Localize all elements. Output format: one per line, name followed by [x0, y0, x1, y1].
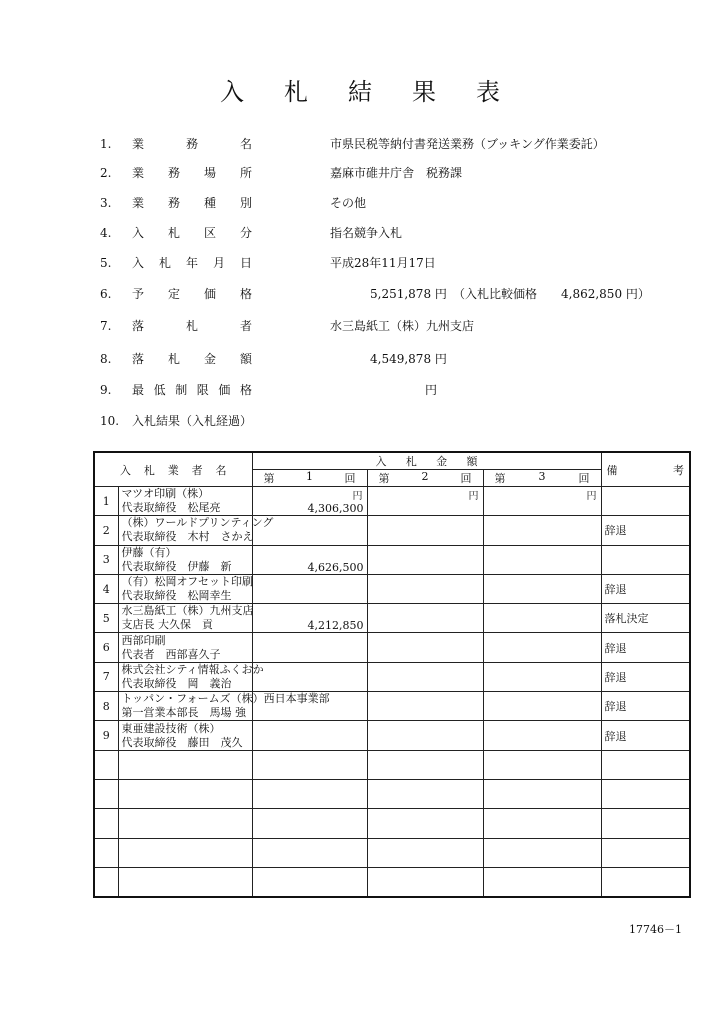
table-row [94, 633, 690, 662]
table-row [94, 809, 690, 838]
amount-round-1 [252, 838, 367, 867]
bidder-name [118, 692, 330, 721]
item-row [100, 134, 700, 154]
company-name: 東亜建設技術（株） [121, 721, 221, 735]
header-round-1 [252, 470, 367, 487]
remarks: 辞退 [601, 574, 690, 603]
bidder-name [118, 633, 252, 662]
item-value: 平成28年11月17日 [330, 256, 436, 270]
company-name: 水三島紙工（株）九州支店 [121, 604, 254, 618]
header-bidder [94, 452, 252, 487]
table-row [94, 487, 690, 516]
amount-value: 4,626,500 [307, 560, 364, 574]
row-number: 9 [94, 721, 118, 750]
item-label-char: 価 [218, 383, 231, 397]
item-label-char: 定 [167, 287, 180, 301]
header-char: 第 [378, 472, 390, 485]
header-char: 名 [215, 463, 227, 477]
item-row [100, 223, 700, 243]
table-row [94, 604, 690, 633]
table-row [94, 867, 690, 896]
amount-round-1 [252, 662, 367, 691]
item-label-char: 価 [203, 287, 216, 301]
item-label-char: 種 [203, 196, 216, 210]
row-number: 7 [94, 662, 118, 691]
amount-round-2 [367, 838, 483, 867]
item-row [100, 284, 700, 304]
row-number: 3 [94, 545, 118, 574]
item-row [100, 193, 700, 213]
amount-round-2 [367, 633, 483, 662]
item-label [132, 193, 252, 213]
item-value: 指名競争入札 [330, 226, 403, 240]
representative: 代表取締役 伊藤 新 [121, 559, 232, 573]
amount-round-1 [252, 516, 367, 545]
header-char: 札 [405, 455, 417, 468]
amount-value: 4,212,850 [307, 619, 364, 633]
header-round-3 [483, 470, 601, 487]
amount-round-3 [483, 487, 601, 516]
item-label-char: 所 [239, 166, 252, 180]
row-number [94, 809, 118, 838]
header-char: 備 [606, 463, 618, 477]
representative: 代表取締役 松尾亮 [121, 501, 221, 515]
item-label-char: 者 [239, 319, 252, 333]
item-row [100, 349, 700, 369]
item-label-char: 別 [239, 196, 252, 210]
row-number [94, 867, 118, 896]
amount-round-2 [367, 867, 483, 896]
yen-mark: 円 [468, 491, 479, 502]
amount-round-3 [483, 633, 601, 662]
amount-round-1 [252, 633, 367, 662]
company-name: 伊藤（有） [121, 545, 177, 559]
remarks: 辞退 [601, 516, 690, 545]
remarks: 辞退 [601, 692, 690, 721]
item-label-char: 務 [185, 137, 198, 151]
item-row [100, 380, 700, 400]
item-label-char: 入 [132, 226, 145, 240]
yen-mark: 円 [352, 491, 363, 502]
header-char: 回 [460, 472, 472, 485]
item-label-char: 業 [132, 196, 145, 210]
row-number: 1 [94, 487, 118, 516]
item-label [132, 223, 252, 243]
item-label-char: 業 [132, 166, 145, 180]
row-number: 8 [94, 692, 118, 721]
amount-round-3 [483, 779, 601, 808]
item-label [132, 134, 252, 154]
amount-round-3 [483, 867, 601, 896]
item-label-char: 金 [203, 352, 216, 366]
amount-round-3 [483, 574, 601, 603]
representative: 代表者 西部喜久子 [121, 647, 221, 661]
table-row [94, 545, 690, 574]
item-label [132, 349, 252, 369]
item-value: その他 [330, 196, 367, 210]
page-number: 17746－1 [629, 923, 682, 936]
amount-round-2 [367, 779, 483, 808]
page-title: 入札結果表 [220, 78, 540, 106]
row-number: 6 [94, 633, 118, 662]
yen-mark: 円 [586, 491, 597, 502]
table-row [94, 838, 690, 867]
item-label-char: 落 [132, 352, 145, 366]
header-char: 業 [167, 463, 179, 477]
table-row [94, 721, 690, 750]
amount-round-2 [367, 516, 483, 545]
representative: 代表取締役 松岡幸生 [121, 589, 232, 603]
header-char: 額 [466, 455, 478, 468]
item-label-char: 務 [167, 166, 180, 180]
header-char: 1 [306, 470, 313, 483]
row-number [94, 838, 118, 867]
header-char: 札 [143, 463, 155, 477]
bidder-name [118, 545, 252, 574]
header-remarks [601, 452, 690, 487]
representative: 第一営業本部長 馬場 強 [121, 706, 246, 720]
amount-round-2 [367, 692, 483, 721]
item-label-char: 分 [239, 226, 252, 240]
item-label-char: 年 [185, 256, 198, 270]
amount-round-3 [483, 692, 601, 721]
item-label [132, 316, 252, 336]
amount-round-2 [367, 721, 483, 750]
remarks [601, 750, 690, 779]
remarks [601, 867, 690, 896]
remarks [601, 779, 690, 808]
table-row [94, 779, 690, 808]
item-number: 8. [100, 352, 112, 366]
amount-round-2 [367, 750, 483, 779]
bidder-name [118, 867, 252, 896]
bidder-name [118, 516, 274, 545]
item-number: 10. [100, 414, 120, 428]
item-value: 嘉麻市碓井庁舎 税務課 [330, 166, 463, 180]
remarks: 辞退 [601, 662, 690, 691]
amount-round-1 [252, 692, 367, 721]
bidder-name [118, 604, 252, 633]
item-value: 市県民税等納付書発送業務（ブッキング作業委託） [330, 137, 605, 151]
item-number: 3. [100, 196, 112, 210]
item-label-char: 格 [239, 383, 252, 397]
remarks: 落札決定 [601, 604, 690, 633]
table-row [94, 750, 690, 779]
remarks [601, 545, 690, 574]
item-label-char: 札 [158, 256, 171, 270]
item-label [132, 284, 252, 304]
item-number: 4. [100, 226, 112, 240]
amount-round-3 [483, 721, 601, 750]
item-label-char: 札 [167, 352, 180, 366]
item-label [132, 380, 252, 400]
bidder-name [118, 809, 252, 838]
bidder-name [118, 487, 252, 516]
item-label-char: 最 [132, 383, 145, 397]
item-label [132, 253, 252, 273]
item-value: 水三島紙工（株）九州支店 [330, 319, 475, 333]
header-char: 入 [120, 463, 131, 477]
amount-round-2 [367, 604, 483, 633]
remarks: 辞退 [601, 721, 690, 750]
item-value: 円 [425, 383, 438, 397]
representative: 支店長 大久保 貢 [121, 618, 213, 632]
company-name: 西部印刷 [121, 633, 166, 647]
header-amount [252, 452, 601, 470]
header-char: 回 [578, 472, 590, 485]
amount-round-3 [483, 809, 601, 838]
item-number: 7. [100, 319, 112, 333]
remarks [601, 809, 690, 838]
table-row [94, 574, 690, 603]
amount-round-2 [367, 487, 483, 516]
item-label-char: 務 [167, 196, 180, 210]
row-number: 2 [94, 516, 118, 545]
item-label-char: 札 [167, 226, 180, 240]
header-round-2 [367, 470, 483, 487]
bidder-name [118, 662, 264, 691]
header-char: 第 [263, 472, 275, 485]
row-number: 5 [94, 604, 118, 633]
bidder-name [118, 574, 252, 603]
bid-results-table [93, 451, 691, 898]
item-number: 6. [100, 287, 112, 301]
amount-round-1 [252, 487, 367, 516]
amount-round-2 [367, 574, 483, 603]
item-value: 5,251,878 円 [370, 287, 447, 301]
item-label-char: 額 [239, 352, 252, 366]
header-char: 3 [538, 470, 546, 483]
company-name: トッパン・フォームズ（株）西日本事業部 [121, 692, 330, 706]
table-row [94, 692, 690, 721]
item-label-char: 業 [132, 137, 145, 151]
header-char: 金 [436, 455, 448, 468]
representative: 代表取締役 藤田 茂久 [121, 735, 243, 749]
header-char: 考 [673, 463, 684, 477]
item-label-char: 入 [132, 256, 145, 270]
item-label: 入札結果（入札経過） [132, 414, 253, 428]
bidder-name [118, 721, 252, 750]
amount-round-3 [483, 838, 601, 867]
amount-round-1 [252, 721, 367, 750]
company-name: （有）松岡オフセット印刷 [121, 575, 254, 589]
amount-round-1 [252, 779, 367, 808]
amount-round-3 [483, 545, 601, 574]
amount-round-1 [252, 867, 367, 896]
item-label-char: 月 [212, 256, 225, 270]
amount-round-2 [367, 545, 483, 574]
amount-round-3 [483, 750, 601, 779]
amount-round-1 [252, 604, 367, 633]
header-char: 第 [494, 472, 506, 485]
item-label-char: 予 [132, 287, 145, 301]
amount-round-3 [483, 516, 601, 545]
item-row [100, 253, 700, 273]
row-number [94, 750, 118, 779]
item-label-char: 低 [153, 383, 166, 397]
item-value: 4,549,878 円 [370, 352, 447, 366]
representative: 代表取締役 岡 義治 [121, 676, 232, 690]
remarks [601, 487, 690, 516]
item-value-secondary: （入札比較価格 4,862,850 円） [453, 287, 650, 301]
item-label-char: 制 [175, 383, 188, 397]
header-char: 2 [421, 470, 429, 483]
row-number [94, 779, 118, 808]
amount-round-3 [483, 604, 601, 633]
bidder-name [118, 779, 252, 808]
amount-round-1 [252, 574, 367, 603]
amount-round-2 [367, 809, 483, 838]
company-name: （株）ワールドプリンティング [121, 516, 274, 530]
item-row [100, 163, 700, 183]
amount-value: 4,306,300 [307, 502, 364, 516]
item-label [132, 163, 252, 183]
representative: 代表取締役 木村 さかえ [121, 530, 254, 544]
item-label-char: 日 [239, 256, 252, 270]
item-number: 9. [100, 383, 112, 397]
item-label-char: 限 [196, 383, 209, 397]
company-name: マツオ印刷（株） [121, 487, 210, 501]
item-number: 5. [100, 256, 112, 270]
amount-round-1 [252, 545, 367, 574]
item-label-char: 場 [203, 166, 216, 180]
table-row [94, 662, 690, 691]
item-label-char: 札 [185, 319, 198, 333]
row-number: 4 [94, 574, 118, 603]
bidder-name [118, 750, 252, 779]
item-label-char: 格 [239, 287, 252, 301]
amount-round-1 [252, 809, 367, 838]
header-char: 回 [344, 472, 356, 485]
item-label-char: 名 [239, 137, 252, 151]
header-char: 入 [375, 455, 387, 468]
item-label-char: 落 [132, 319, 145, 333]
amount-round-1 [252, 750, 367, 779]
table-row [94, 516, 690, 545]
amount-round-2 [367, 662, 483, 691]
item-number: 1. [100, 137, 112, 151]
header-char: 者 [191, 463, 203, 477]
company-name: 株式会社シティ情報ふくおか [121, 662, 264, 676]
item-row [100, 316, 700, 336]
amount-round-3 [483, 662, 601, 691]
item-row [100, 411, 700, 431]
item-label-char: 区 [203, 226, 216, 240]
bidder-name [118, 838, 252, 867]
remarks [601, 838, 690, 867]
item-number: 2. [100, 166, 112, 180]
remarks: 辞退 [601, 633, 690, 662]
